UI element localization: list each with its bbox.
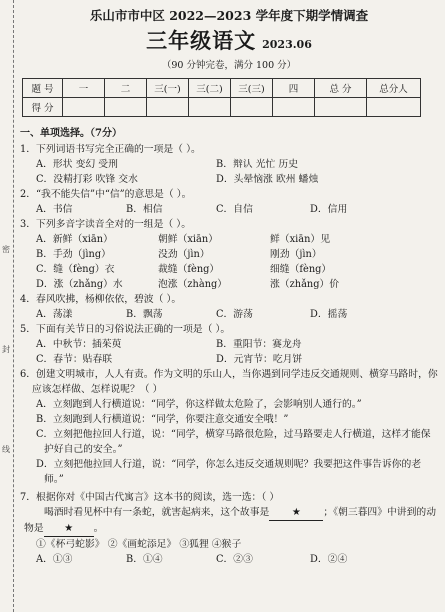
option: A．①③	[36, 554, 73, 565]
score-cell: 总 分	[315, 79, 367, 98]
score-cell: 题 号	[23, 79, 63, 98]
option-row	[20, 262, 438, 277]
score-blank[interactable]	[273, 98, 315, 117]
score-cell: 三(二)	[189, 79, 231, 98]
option-row	[20, 247, 438, 262]
option: B．①④	[126, 554, 163, 565]
answer-blank[interactable]	[269, 505, 323, 521]
score-blank[interactable]	[105, 98, 147, 117]
question-stem: 6．创建文明城市，人人有责。作为文明的乐山人，当你遇到同学违反交通规则、横穿马路时，你应该怎样做、怎样说呢？（ ）	[20, 369, 438, 395]
seal-label: 封	[2, 345, 10, 354]
option: D．信用	[310, 204, 348, 215]
score-blank[interactable]	[315, 98, 367, 117]
passage-text: 。	[93, 523, 104, 534]
choice: A．立刻跑到人行横道说：“同学，你这样做太危险了，会影响别人通行的。”	[36, 399, 362, 410]
question-stem: 3．下列多音字读音全对的一组是（ ）。	[20, 219, 191, 230]
question-stem: 2．“我不能失信”中“信”的意思是（ ）。	[20, 189, 192, 200]
option: D．②④	[310, 554, 348, 565]
option: C．没精打彩 吹锋 交水	[36, 174, 138, 185]
option-row	[20, 552, 438, 567]
score-cell: 总分人	[367, 79, 421, 98]
choice: B．立刻跑到人行横道说：“同学，你要注意交通安全哦！”	[36, 414, 289, 425]
option: A．荡漾	[36, 309, 73, 320]
option: A．中秋节：插茱萸	[36, 339, 122, 350]
seal-labels	[2, 200, 12, 500]
question-stem: 4．春风吹拂，杨柳依依，碧波（ ）。	[20, 294, 182, 305]
option-row	[20, 307, 438, 322]
score-cell: 四	[273, 79, 315, 98]
option: B．重阳节：赛龙舟	[216, 339, 302, 350]
star-icon: ★	[64, 523, 73, 534]
score-blank[interactable]	[189, 98, 231, 117]
option-row	[20, 337, 438, 352]
seal-label: 线	[2, 445, 10, 454]
option: D．头晕恼涨 欧州 蟠烛	[216, 174, 319, 185]
score-header-row	[23, 79, 421, 98]
option: A．形状 变幻 受刑	[36, 159, 118, 170]
question-stem: 7．根据你对《中国古代寓言》这本书的阅读，选一选：（ ）	[20, 492, 280, 503]
passage-text: 喝酒时看见杯中有一条蛇，就害起病来，这个故事是	[44, 507, 270, 518]
exam-title	[20, 26, 438, 56]
exam-title-line1: 乐山市市中区 2022—2023 学年度下期学情调查	[89, 8, 369, 23]
question-passage	[20, 505, 438, 537]
option-row	[20, 157, 438, 172]
exam-content	[20, 0, 438, 567]
option: D．元宵节：吃月饼	[216, 354, 303, 365]
option-row	[20, 202, 438, 217]
option: 裁缝（fèng）	[158, 264, 220, 275]
choice: C．立刻把他拉回人行道，说：“同学，横穿马路很危险，过马路要走人行横道，这样才能保护好自己的安全。”	[36, 429, 431, 455]
section-title: 一、单项选择。（7分）	[20, 128, 122, 139]
score-cell: 三(三)	[231, 79, 273, 98]
option-row	[20, 352, 438, 367]
score-blank[interactable]	[63, 98, 105, 117]
exam-date: 2023.06	[262, 38, 312, 51]
option: C．缝（fèng）衣	[36, 264, 115, 275]
seal-line	[13, 0, 14, 612]
option: B．手劲（jìng）	[36, 249, 111, 260]
option: 泡涨（zhàng）	[158, 279, 228, 290]
exam-title-main: 三年级语文	[146, 28, 257, 53]
option: 朝鲜（xiān）	[158, 234, 218, 245]
option: C．游荡	[216, 309, 253, 320]
answer-blank[interactable]	[44, 521, 94, 537]
option: A．书信	[36, 204, 73, 215]
option: B．辩认 光忙 历史	[216, 159, 299, 170]
star-icon: ★	[291, 507, 301, 518]
option-row	[20, 277, 438, 292]
exam-note: （90 分钟完卷，满分 100 分）	[161, 60, 297, 71]
score-cell: 三(一)	[147, 79, 189, 98]
option-row	[20, 232, 438, 247]
option: B．飘荡	[126, 309, 163, 320]
score-cell: 一	[63, 79, 105, 98]
option: C．自信	[216, 204, 253, 215]
item-list: ①《杯弓蛇影》 ②《画蛇添足》 ③狐狸 ④猴子	[36, 539, 242, 550]
option: 没劲（jìn）	[158, 249, 210, 260]
option-row	[20, 172, 438, 187]
option: D．摇荡	[310, 309, 348, 320]
score-cell: 二	[105, 79, 147, 98]
option: 鲜（xiān）见	[270, 234, 330, 245]
option: 细缝（fèng）	[270, 264, 332, 275]
score-cell: 得 分	[23, 98, 63, 117]
score-blank[interactable]	[367, 98, 421, 117]
passage-text: ；《朝三暮四》中讲到的动物是	[24, 507, 436, 534]
question-stem: 5．下面有关节日的习俗说法正确的一项是（ ）。	[20, 324, 231, 335]
score-blank[interactable]	[147, 98, 189, 117]
option: C．②③	[216, 554, 253, 565]
option: D．涨（zhǎng）水	[36, 279, 123, 290]
option: A．新鲜（xiān）	[36, 234, 113, 245]
option: C．春节：贴春联	[36, 354, 113, 365]
seal-label: 密	[2, 245, 10, 254]
score-value-row	[23, 98, 421, 117]
option: 刚劲（jìn）	[270, 249, 322, 260]
score-table	[22, 78, 421, 117]
question-stem: 1．下列词语书写完全正确的一项是（ ）。	[20, 144, 201, 155]
score-blank[interactable]	[231, 98, 273, 117]
option: 涨（zhǎng）价	[270, 279, 340, 290]
choice: D．立刻把他拉回人行道，说：“同学，你怎么违反交通规则呢？我要把这件事告诉你的老师。”	[36, 459, 422, 485]
option: B．相信	[126, 204, 163, 215]
